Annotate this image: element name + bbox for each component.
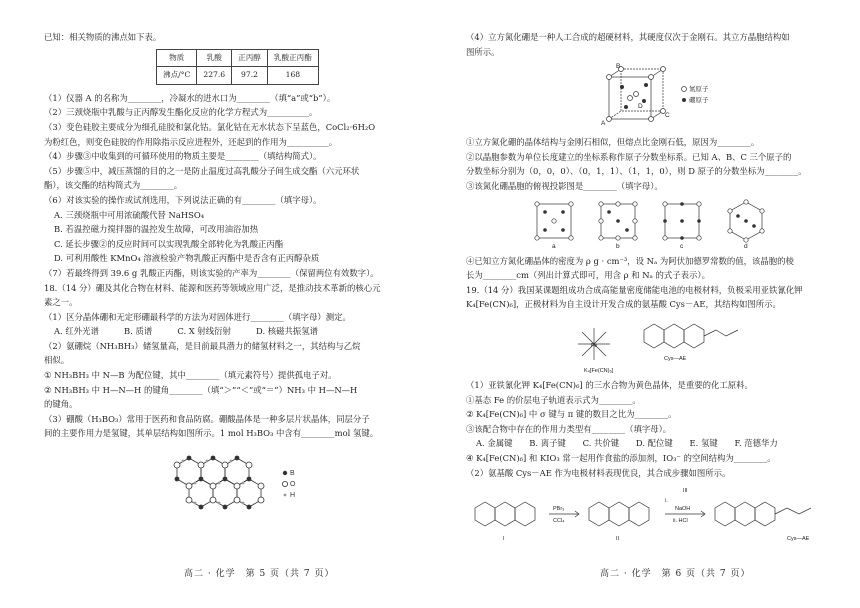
q17-line: （2）三颈烧瓶中乳酸与正丙醇发生酯化反应的化学方程式为__________。 [44,107,318,118]
label-k4fe-cn6: K₄[Fe(CN)₆] [583,367,613,374]
q18-options: A. 红外光谱 B. 质谱 C. X 射线衍射 D. 核磁共振氢谱 [54,326,319,337]
q19-line: （2）氨基酸 Cys－AE 作为电极材料表现优良，其合成步骤如图所示。 [466,467,731,478]
reagent-naoh: NaOH [674,506,690,513]
q18-line: 18.（14 分）硼及其化合物在材料、能源和医药等领域应用广泛，是推动技术革新的核心元 [44,282,381,293]
cell-label-a: A [600,120,605,128]
q17-option: D. 可利用酸性 KMnO₄ 溶液检验产物乳酸正丙酯中是否含有正丙醇杂质 [54,253,320,264]
table-cell: 168 [267,67,318,85]
q18-line: ① NH₃BH₃ 中 N—B 为配位键，其中________（填元素符号）提供孤电子对。 [44,370,337,381]
table-cell: 227.6 [197,67,232,85]
q4-intro: （4）立方氮化硼是一种人工合成的超硬材料，其硬度仅次于金刚石。其立方晶胞结构如 [466,32,790,42]
q4-line: ②以晶胞参数为单位长度建立的坐标系称作原子分数坐标系。已知 A、B、C 三个原子的 [466,151,792,162]
intro-text: 已知：相关物质的沸点如下表。 [44,32,162,42]
q19-line: ④ K₄[Fe(CN)₆] 和 KIO₃ 常一起用作食盐的添加剂，IO₃⁻ 的空间结构为________。 [466,452,776,463]
compound-label-cys-ae: Cys—AE [786,536,809,543]
proj-label-c: c [679,242,683,250]
table-header: 物质 [157,49,197,67]
footer-page-6: 高二 · 化学 第 6 页（共 7 页） [600,569,751,579]
q19-line: 19.（14 分）我国某课题组成功合成高能量密度储能电池的电极材料，负极采用亚铁氰化钾 [466,284,803,295]
q17-line: （5）步骤⑤中，减压蒸馏的目的之一是防止温度过高乳酸分子间生成交酯（六元环状 [44,165,360,176]
legend-boron-cell: 硼原子 [688,97,708,105]
proj-label-a: a [551,242,556,250]
reagent-pbr3: PBr₃ [552,506,564,513]
table-header: 乳酸 [197,49,232,67]
cell-label-c: C [664,112,670,120]
nitrogen-atoms [606,67,665,122]
q17-line: （6）对该实验的操作或试剂选用，下列说法正确的有________（填字母）。 [44,194,322,205]
structures-figure [544,316,764,374]
compound-label-ii: II [615,536,619,543]
legend-oxygen: O [289,481,295,489]
label-cys-ae: Cys—AE [663,355,686,362]
q17-line: （4）步骤③中收集到的可循环使用的物质主要是________（填结构简式）。 [44,151,322,162]
proj-label-b: b [615,242,620,250]
q17-line: 为粉红色，则变色硅胶的作用除指示反应进程外，还起到的作用为__________。 [44,136,338,147]
q17-line: （3）变色硅胶主要成分为细孔硅胶和氯化钴。氯化钴在无水状态下呈蓝色，CoCl₂·6H₂O [44,121,376,132]
q4-line: ③该氮化硼晶胞的俯视投影图是________（填字母）。 [466,180,663,191]
q19-line: ③该配合物中存在的作用力类型有________（填字母）。 [466,423,672,434]
legend-boron: B [289,470,295,478]
table-cell: 97.2 [232,67,268,85]
q4-line: 长为________cm（列出计算式即可，用含 ρ 和 Nₐ 的式子表示）。 [466,270,710,281]
q18-line: 素之一。 [44,297,78,308]
q17-option: B. 若温控磁力搅拌器的温控发生故障，可改用油浴加热 [54,224,259,235]
legend-hydrogen: H [289,492,295,500]
reagent-hcl: ii. HCl [672,518,688,525]
legend-nitrogen: 氮原子 [688,86,708,94]
q18-line: 的键角。 [44,399,78,410]
table-header: 乳酸正丙酯 [267,49,318,67]
reagent-ccl4: CCl₄ [552,518,564,525]
proj-label-d: d [743,242,748,250]
q19-line: （1）亚铁氰化钾 K₄[Fe(CN)₆] 的三水合物为黄色晶体，是重要的化工原料。 [466,379,753,390]
synthesis-scheme-figure [469,484,839,546]
q17-line: （1）仪器 A 的名称为________，冷凝水的进水口为________（填“a”或“b”）。 [44,92,336,103]
q18-line: 相似。 [44,355,70,366]
cell-label-d: D [637,103,643,111]
q4-line: ①立方氮化硼的晶体结构与金刚石相似，但熔点比金刚石低，原因为________。 [466,137,760,148]
q17-option: C. 延长步骤②的反应时间可以实现乳酸全部转化为乳酸正丙酯 [54,238,284,249]
q19-line: ② K₄[Fe(CN)₆] 中 σ 键与 π 键的数目之比为________。 [466,409,677,420]
q18-line: 间的主要作用力是氢键，其单层结构如图所示。1 mol H₃BO₃ 中含有________mol 氢键。 [44,428,379,439]
compound-label-i: I [502,536,505,543]
q4-line: ④已知立方氮化硼晶体的密度为 ρ g · cm⁻³，设 Nₐ 为阿伏加德罗常数的值，该晶胞的棱 [466,255,794,266]
q19-line: ①基态 Fe 的价层电子轨道表示式为________。 [466,394,641,405]
right-page [466,30,841,550]
q19-line: K₄[Fe(CN)₆]，正极材料为自主设计开发合成的氨基酸 Cys－AE，其结构如图所示。 [466,299,781,310]
q17-option: A. 三颈烧瓶中可用浓硫酸代替 NaHSO₄ [54,209,205,220]
table-header: 正丙醇 [232,49,268,67]
compound-label-iii: III [682,488,688,495]
footer-page-5: 高二 · 化学 第 5 页（共 7 页） [184,569,335,579]
q18-line: （2）氨硼烷（NH₃BH₃）储氢量高，是目前最具潜力的储氢材料之一，其结构与乙烷 [44,340,361,351]
q4-line: 分数坐标分别为（0，0，0）、（0，1，1）、（1，1，0），则 D 原子的分数坐标为________。 [466,166,807,177]
q17-line: 酯），该交酯的结构简式为________。 [44,180,183,191]
reagent-step-i: i. [664,498,668,505]
q18-line: （1）区分晶体硼和无定形硼最科学的方法为对固体进行________（填字母）测定。 [44,311,351,322]
table-row-label: 沸点/°C [157,67,197,85]
q19-options: A. 金属键 B. 离子键 C. 共价键 D. 配位键 E. 氢键 F. 范德华力 [476,438,778,449]
projection-options-figure [529,198,779,250]
svg-text:Fe: Fe [590,342,597,349]
cubic-bn-cell-figure [574,63,734,131]
q18-line: ② NH₃BH₃ 中 H—N—H 的键角________（填“＞”“＜”或“＝”）NH₃ 中 H—N—H [44,384,358,395]
q18-line: （3）硼酸（H₃BO₃）常用于医药和食品防腐。硼酸晶体是一种多层片状晶体，同层分子 [44,413,370,424]
q17-line: （7）若最终得到 39.6 g 乳酸正丙酯，则该实验的产率为________（保留两位有效数字）。 [44,267,379,278]
cell-label-b: B [615,63,620,71]
q4-intro: 图所示。 [466,46,500,57]
